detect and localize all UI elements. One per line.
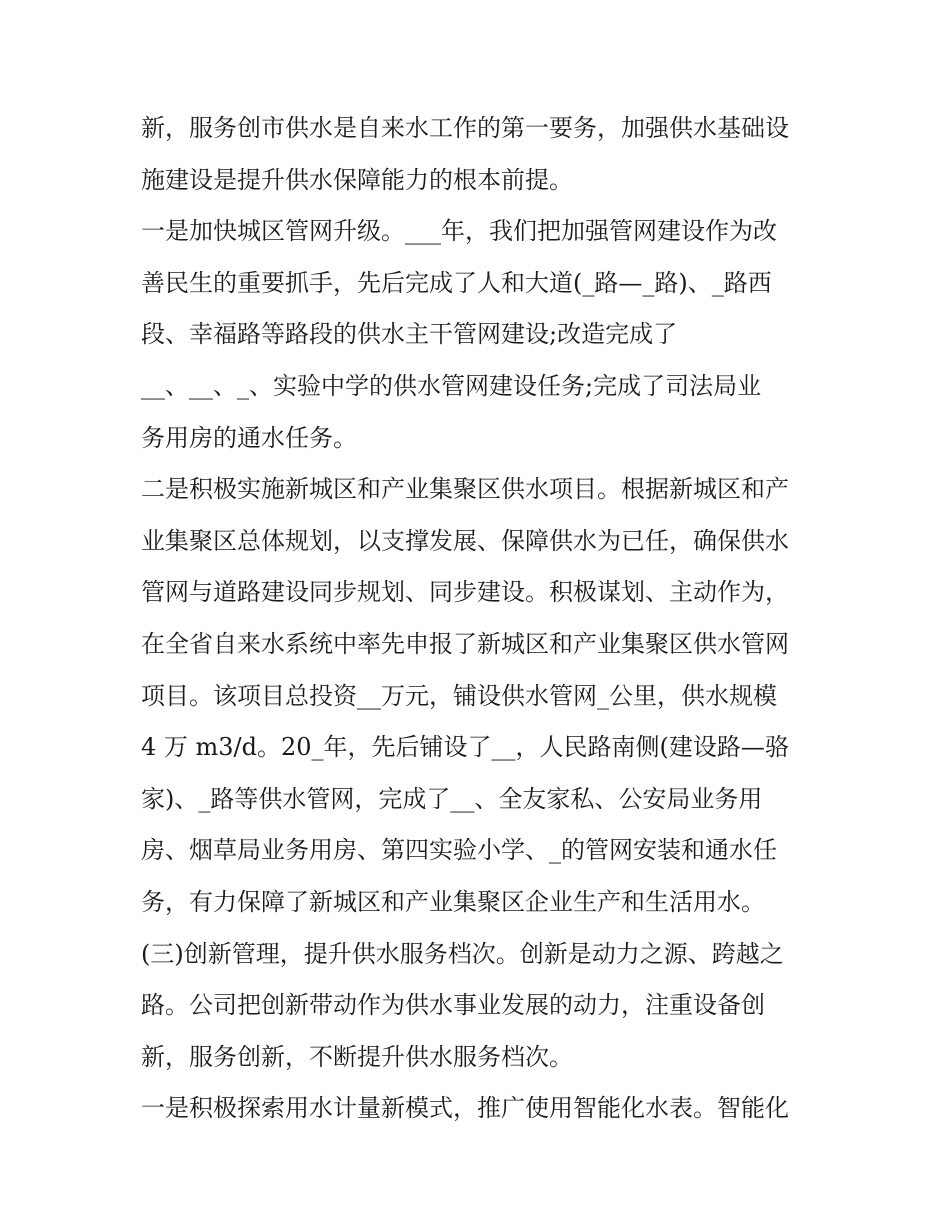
text-line: 段、幸福路等路段的供水主干管网建设;改造完成了 <box>141 320 678 349</box>
text-line: 二是积极实施新城区和产业集聚区供水项目。根据新城区和产 <box>141 475 789 504</box>
text-line: 务用房的通水任务。 <box>141 423 357 452</box>
text-line: 善民生的重要抓手，先后完成了人和大道(_路—_路)、_路西 <box>141 268 772 297</box>
text-line: 业集聚区总体规划，以支撑发展、保障供水为已任，确保供水 <box>141 526 789 555</box>
text-line: 路。公司把创新带动作为供水事业发展的动力，注重设备创 <box>141 991 765 1020</box>
text-line: 管网与道路建设同步规划、同步建设。积极谋划、主动作为， <box>141 578 789 607</box>
text-line: 一是积极探索用水计量新模式，推广使用智能化水表。智能化 <box>141 1094 789 1123</box>
text-line: 务，有力保障了新城区和产业集聚区企业生产和生活用水。 <box>141 887 765 916</box>
body-text <box>141 108 821 1140</box>
text-line: __、__、_、实验中学的供水管网建设任务;完成了司法局业 <box>141 371 762 400</box>
text-line: 房、烟草局业务用房、第四实验小学、_的管网安装和通水任 <box>141 836 777 865</box>
text-line: 一是加快城区管网升级。___年，我们把加强管网建设作为改 <box>141 217 777 246</box>
text-line: 新，服务创市供水是自来水工作的第一要务，加强供水基础设 <box>141 114 789 142</box>
text-line: 项目。该项目总投资__万元，铺设供水管网_公里，供水规模 <box>141 681 777 710</box>
text-line: 施建设是提升供水保障能力的根本前提。 <box>141 165 573 194</box>
text-line: 在全省自来水系统中率先申报了新城区和产业集聚区供水管网 <box>141 629 789 658</box>
text-line: (三)创新管理，提升供水服务档次。创新是动力之源、跨越之 <box>141 939 784 968</box>
text-line: 家)、_路等供水管网，完成了__、全友家私、公安局业务用 <box>141 784 763 813</box>
text-line: 4 万 m3/d。20_年，先后铺设了__，人民路南侧(建设路—骆 <box>141 733 789 762</box>
text-line: 新，服务创新，不断提升供水服务档次。 <box>141 1042 573 1071</box>
